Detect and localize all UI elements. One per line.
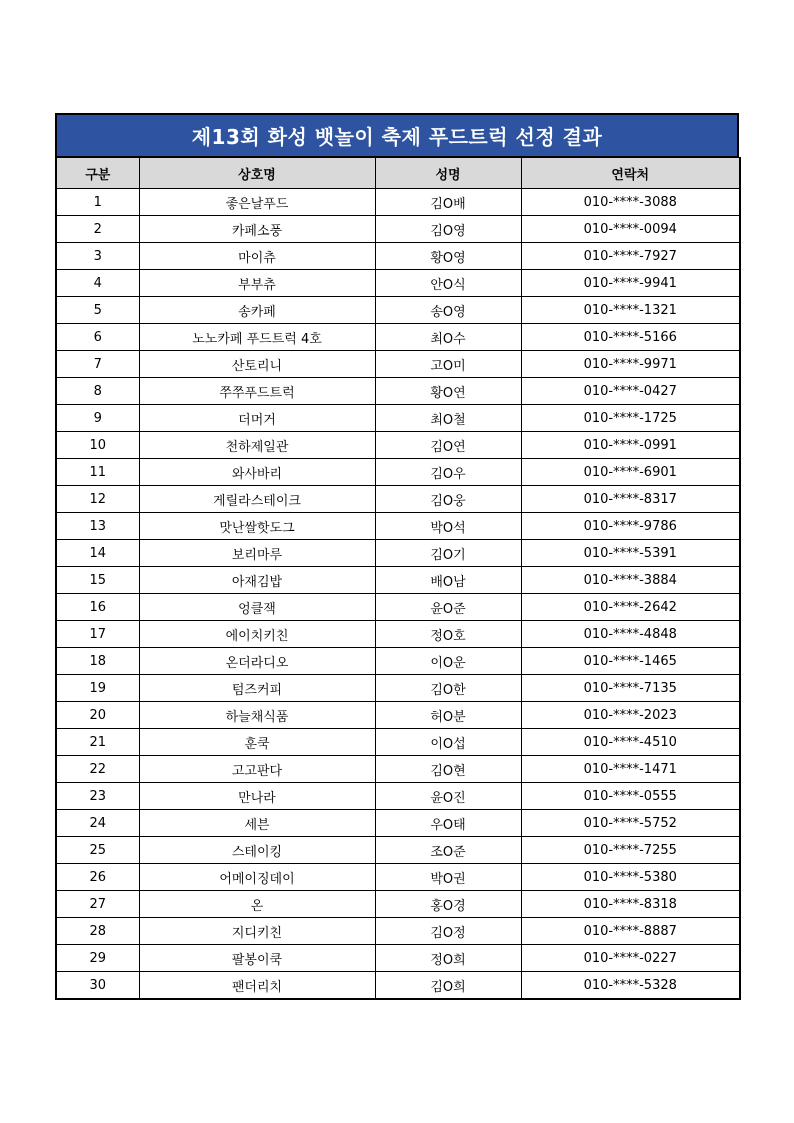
table-row [56, 783, 740, 810]
row-number: 6 [56, 324, 139, 351]
business-name: 세븐 [139, 810, 375, 837]
business-name: 마이츄 [139, 243, 375, 270]
contact-number: 010-****-8318 [521, 891, 740, 918]
row-number: 14 [56, 540, 139, 567]
contact-number: 010-****-7255 [521, 837, 740, 864]
row-number: 1 [56, 189, 139, 216]
person-name: 박O권 [375, 864, 521, 891]
person-name: 김O현 [375, 756, 521, 783]
table-row [56, 567, 740, 594]
business-name: 게릴라스테이크 [139, 486, 375, 513]
business-name: 지디키친 [139, 918, 375, 945]
contact-number: 010-****-7135 [521, 675, 740, 702]
row-number: 22 [56, 756, 139, 783]
business-name: 천하제일관 [139, 432, 375, 459]
person-name: 김O배 [375, 189, 521, 216]
contact-number: 010-****-9941 [521, 270, 740, 297]
business-name: 아재김밥 [139, 567, 375, 594]
business-name: 온더라디오 [139, 648, 375, 675]
business-name: 좋은날푸드 [139, 189, 375, 216]
table-row [56, 864, 740, 891]
result-sheet [55, 113, 739, 1000]
table-row [56, 837, 740, 864]
row-number: 12 [56, 486, 139, 513]
business-name: 팔봉이쿡 [139, 945, 375, 972]
table-row [56, 405, 740, 432]
row-number: 18 [56, 648, 139, 675]
column-header-business-name: 상호명 [139, 158, 375, 189]
person-name: 배O남 [375, 567, 521, 594]
person-name: 김O영 [375, 216, 521, 243]
business-name: 카페소풍 [139, 216, 375, 243]
table-row [56, 972, 740, 1000]
person-name: 김O희 [375, 972, 521, 1000]
row-number: 17 [56, 621, 139, 648]
person-name: 조O준 [375, 837, 521, 864]
business-name: 훈쿡 [139, 729, 375, 756]
contact-number: 010-****-0991 [521, 432, 740, 459]
contact-number: 010-****-5391 [521, 540, 740, 567]
business-name: 온 [139, 891, 375, 918]
row-number: 8 [56, 378, 139, 405]
row-number: 26 [56, 864, 139, 891]
table-body [56, 189, 740, 1000]
row-number: 21 [56, 729, 139, 756]
table-row [56, 702, 740, 729]
business-name: 스테이킹 [139, 837, 375, 864]
person-name: 이O운 [375, 648, 521, 675]
row-number: 29 [56, 945, 139, 972]
document-title: 제13회 화성 뱃놀이 축제 푸드트럭 선정 결과 [55, 113, 739, 157]
table-row [56, 324, 740, 351]
table-row [56, 621, 740, 648]
table-row [56, 351, 740, 378]
table-row [56, 297, 740, 324]
contact-number: 010-****-0094 [521, 216, 740, 243]
person-name: 고O미 [375, 351, 521, 378]
business-name: 노노카페 푸드트럭 4호 [139, 324, 375, 351]
column-header-contact: 연락처 [521, 158, 740, 189]
business-name: 하늘채식품 [139, 702, 375, 729]
row-number: 30 [56, 972, 139, 1000]
contact-number: 010-****-5328 [521, 972, 740, 1000]
contact-number: 010-****-9971 [521, 351, 740, 378]
business-name: 어메이징데이 [139, 864, 375, 891]
contact-number: 010-****-5752 [521, 810, 740, 837]
business-name: 와사바리 [139, 459, 375, 486]
person-name: 김O우 [375, 459, 521, 486]
person-name: 박O석 [375, 513, 521, 540]
person-name: 정O희 [375, 945, 521, 972]
contact-number: 010-****-0227 [521, 945, 740, 972]
table-row [56, 729, 740, 756]
row-number: 24 [56, 810, 139, 837]
contact-number: 010-****-1321 [521, 297, 740, 324]
business-name: 고고판다 [139, 756, 375, 783]
contact-number: 010-****-7927 [521, 243, 740, 270]
contact-number: 010-****-2642 [521, 594, 740, 621]
table-row [56, 945, 740, 972]
row-number: 23 [56, 783, 139, 810]
business-name: 텀즈커피 [139, 675, 375, 702]
person-name: 안O식 [375, 270, 521, 297]
row-number: 7 [56, 351, 139, 378]
contact-number: 010-****-5380 [521, 864, 740, 891]
business-name: 보리마루 [139, 540, 375, 567]
table-row [56, 486, 740, 513]
person-name: 최O철 [375, 405, 521, 432]
business-name: 엉클잭 [139, 594, 375, 621]
contact-number: 010-****-1471 [521, 756, 740, 783]
person-name: 김O정 [375, 918, 521, 945]
table-row [56, 756, 740, 783]
contact-number: 010-****-8317 [521, 486, 740, 513]
contact-number: 010-****-9786 [521, 513, 740, 540]
row-number: 25 [56, 837, 139, 864]
business-name: 에이치키친 [139, 621, 375, 648]
contact-number: 010-****-6901 [521, 459, 740, 486]
table-row [56, 243, 740, 270]
table-row [56, 459, 740, 486]
row-number: 10 [56, 432, 139, 459]
column-header-number: 구분 [56, 158, 139, 189]
row-number: 2 [56, 216, 139, 243]
row-number: 4 [56, 270, 139, 297]
business-name: 팬더리치 [139, 972, 375, 1000]
row-number: 9 [56, 405, 139, 432]
row-number: 15 [56, 567, 139, 594]
person-name: 김O연 [375, 432, 521, 459]
person-name: 이O섭 [375, 729, 521, 756]
row-number: 16 [56, 594, 139, 621]
row-number: 27 [56, 891, 139, 918]
person-name: 김O웅 [375, 486, 521, 513]
table-row [56, 675, 740, 702]
table-row [56, 513, 740, 540]
person-name: 윤O진 [375, 783, 521, 810]
person-name: 윤O준 [375, 594, 521, 621]
contact-number: 010-****-4510 [521, 729, 740, 756]
person-name: 김O기 [375, 540, 521, 567]
table-row [56, 891, 740, 918]
row-number: 19 [56, 675, 139, 702]
results-table [55, 157, 741, 1000]
row-number: 28 [56, 918, 139, 945]
person-name: 김O한 [375, 675, 521, 702]
business-name: 더머거 [139, 405, 375, 432]
row-number: 5 [56, 297, 139, 324]
table-row [56, 810, 740, 837]
contact-number: 010-****-2023 [521, 702, 740, 729]
contact-number: 010-****-5166 [521, 324, 740, 351]
contact-number: 010-****-0427 [521, 378, 740, 405]
business-name: 만나라 [139, 783, 375, 810]
contact-number: 010-****-1465 [521, 648, 740, 675]
table-header-row [56, 158, 740, 189]
row-number: 13 [56, 513, 139, 540]
business-name: 산토리니 [139, 351, 375, 378]
table-row [56, 216, 740, 243]
person-name: 정O호 [375, 621, 521, 648]
business-name: 맛난쌀핫도그 [139, 513, 375, 540]
table-row [56, 270, 740, 297]
table-row [56, 918, 740, 945]
contact-number: 010-****-4848 [521, 621, 740, 648]
business-name: 송카페 [139, 297, 375, 324]
person-name: 황O연 [375, 378, 521, 405]
contact-number: 010-****-3884 [521, 567, 740, 594]
contact-number: 010-****-8887 [521, 918, 740, 945]
table-row [56, 594, 740, 621]
table-row [56, 540, 740, 567]
row-number: 3 [56, 243, 139, 270]
person-name: 송O영 [375, 297, 521, 324]
person-name: 최O수 [375, 324, 521, 351]
business-name: 부부츄 [139, 270, 375, 297]
row-number: 11 [56, 459, 139, 486]
person-name: 우O태 [375, 810, 521, 837]
contact-number: 010-****-1725 [521, 405, 740, 432]
column-header-person-name: 성명 [375, 158, 521, 189]
table-row [56, 432, 740, 459]
contact-number: 010-****-0555 [521, 783, 740, 810]
person-name: 황O영 [375, 243, 521, 270]
person-name: 허O분 [375, 702, 521, 729]
business-name: 쭈쭈푸드트럭 [139, 378, 375, 405]
table-row [56, 648, 740, 675]
contact-number: 010-****-3088 [521, 189, 740, 216]
person-name: 홍O경 [375, 891, 521, 918]
table-row [56, 378, 740, 405]
row-number: 20 [56, 702, 139, 729]
table-row [56, 189, 740, 216]
